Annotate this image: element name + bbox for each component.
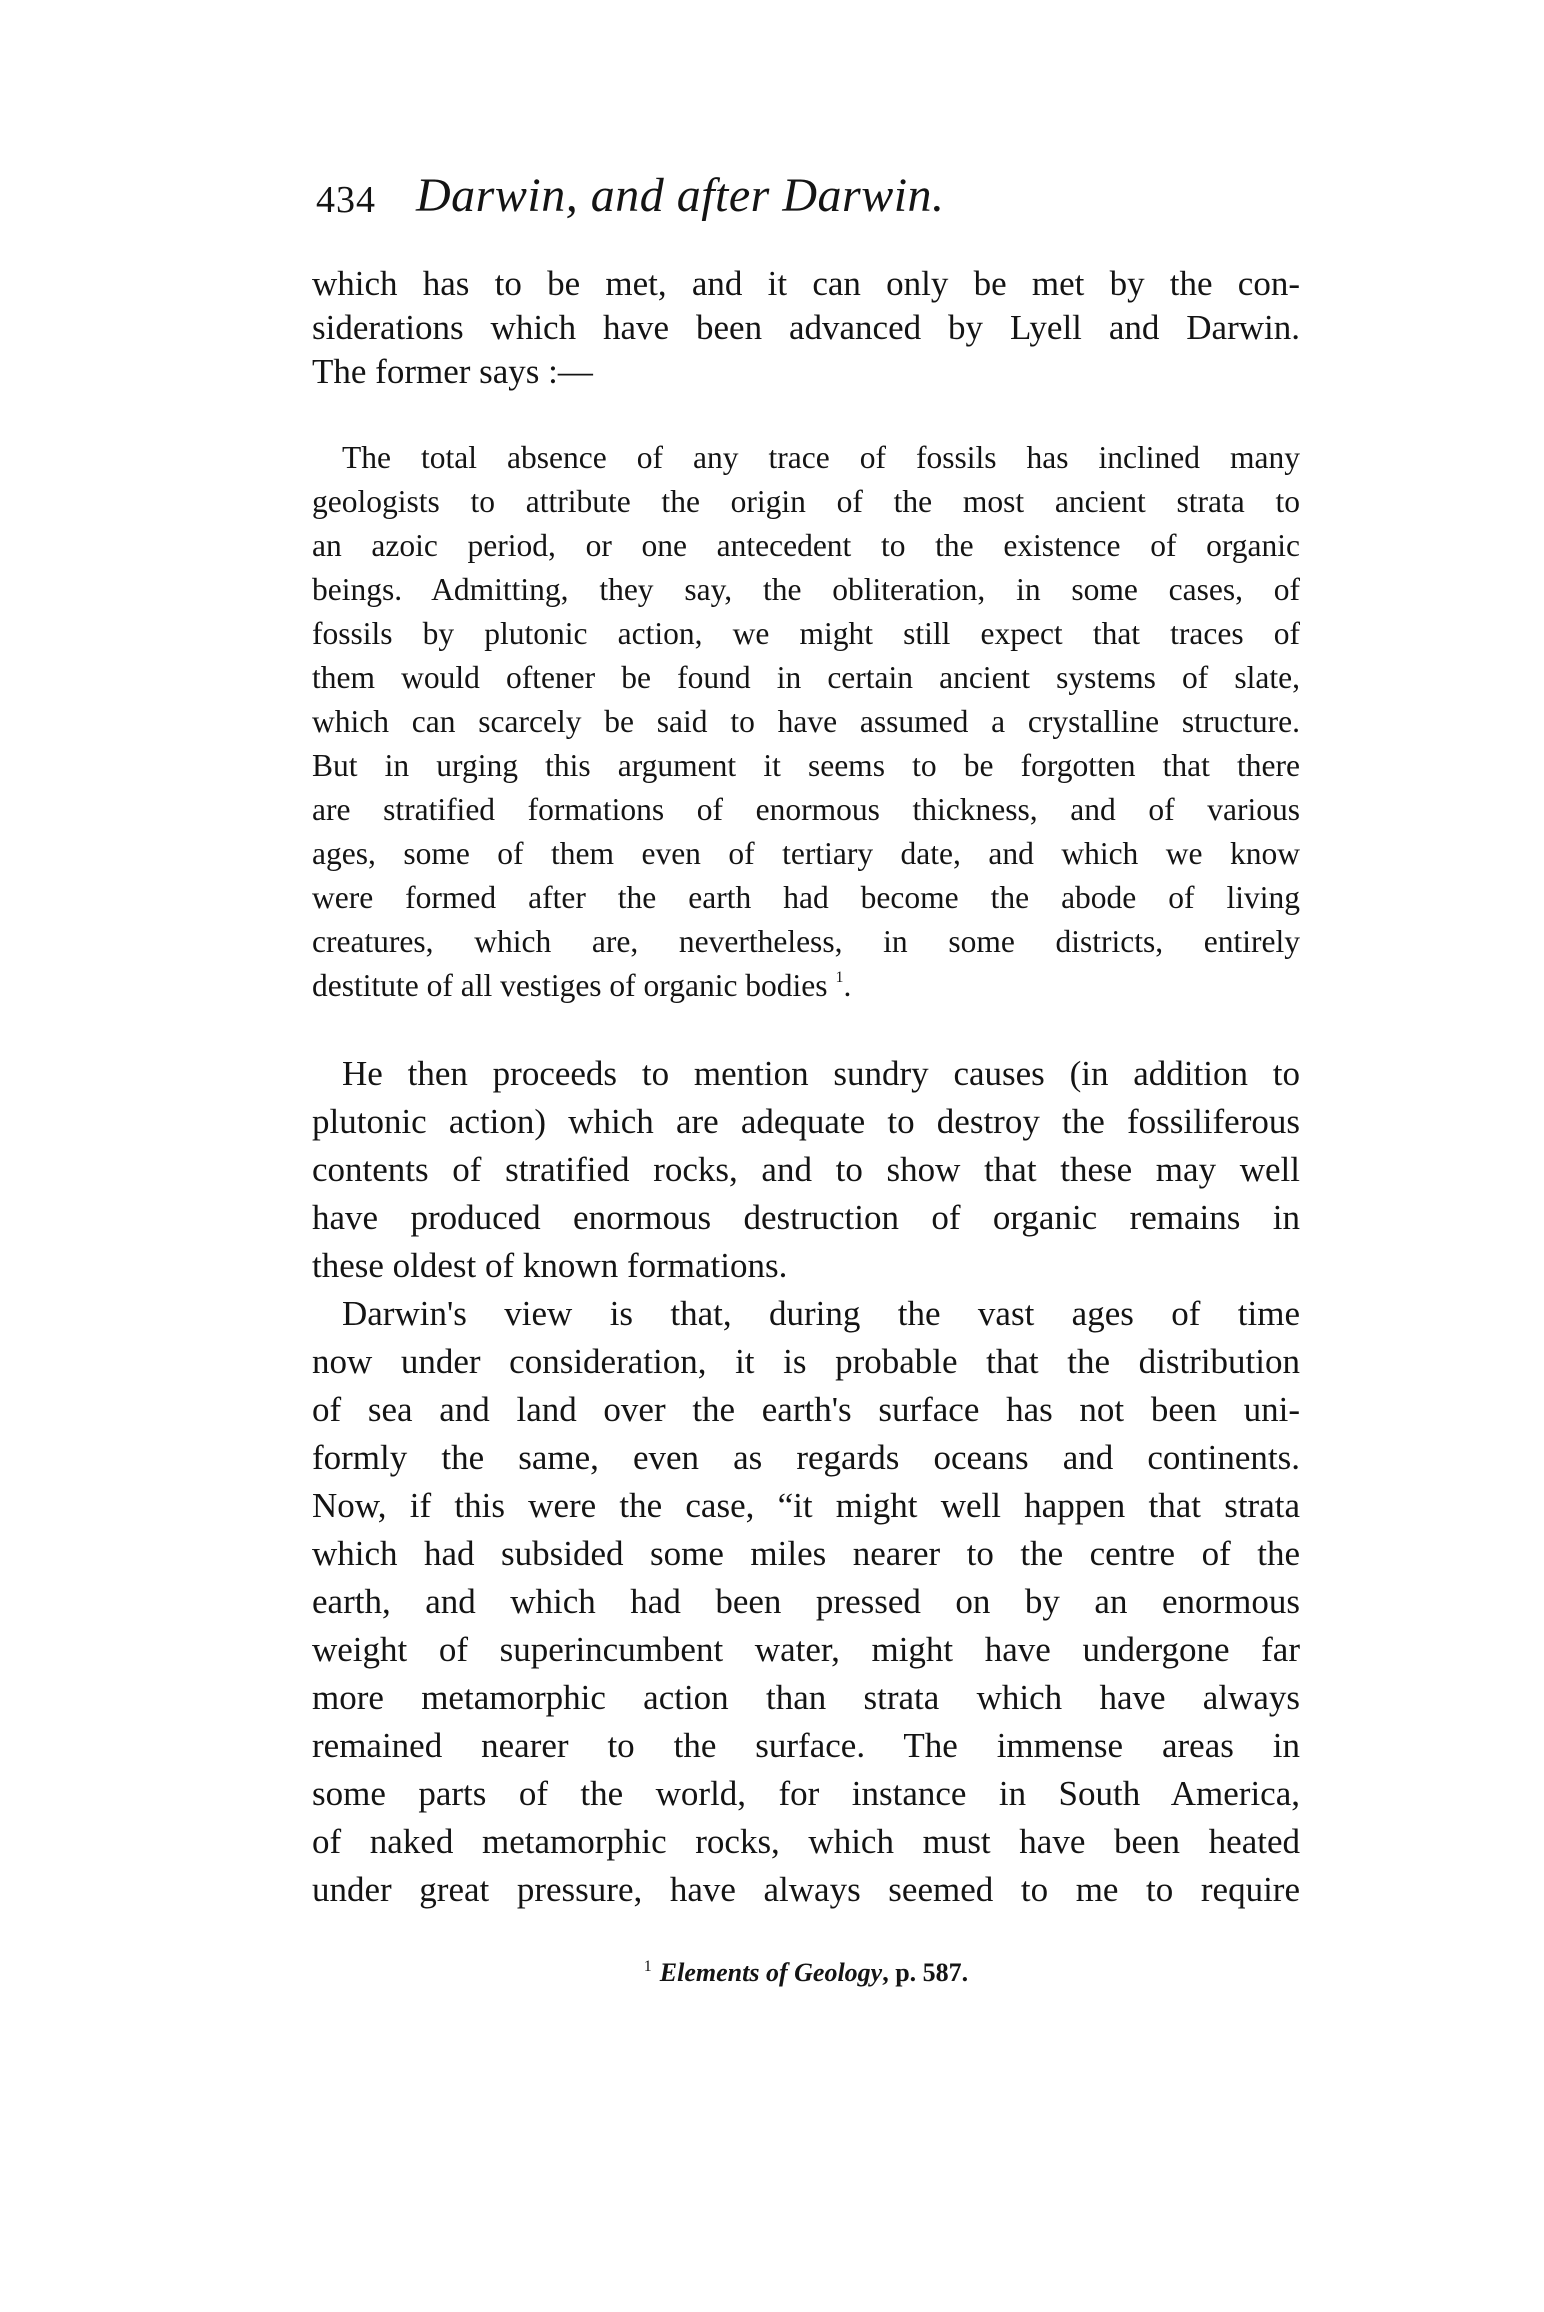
text-line: more metamorphic action than strata which have always	[312, 1678, 1300, 1717]
text-line: which had subsided some miles nearer to the centre of the	[312, 1534, 1300, 1573]
quote-last-text: destitute of all vestiges of organic bodies	[312, 968, 828, 1003]
text-line: now under consideration, it is probable that the distribution	[312, 1342, 1300, 1381]
quote-line: The total absence of any trace of fossils has inclined many	[342, 440, 1300, 475]
text-line: siderations which have been advanced by Lyell and Darwin.	[312, 308, 1300, 347]
text-line: Darwin's view is that, during the vast ages of time	[342, 1294, 1300, 1333]
text-line: remained nearer to the surface. The immense areas in	[312, 1726, 1300, 1765]
text-line: of naked metamorphic rocks, which must have been heated	[312, 1822, 1300, 1861]
text-line: formly the same, even as regards oceans and continents.	[312, 1438, 1300, 1477]
text-line: have produced enormous destruction of organic remains in	[312, 1198, 1300, 1237]
quote-line: beings. Admitting, they say, the obliteration, in some cases, of	[312, 572, 1300, 607]
page-number: 434	[316, 179, 376, 221]
text-line: under great pressure, have always seemed to me to require	[312, 1870, 1300, 1909]
text-line: which has to be met, and it can only be met by the con-	[312, 264, 1300, 303]
text-line: The former says :—	[312, 352, 593, 391]
text-line: weight of superincumbent water, might have undergone far	[312, 1630, 1300, 1669]
text-line: contents of stratified rocks, and to show that these may well	[312, 1150, 1300, 1189]
quote-line: ages, some of them even of tertiary date, and which we know	[312, 836, 1300, 871]
quote-line: are stratified formations of enormous thickness, and of various	[312, 792, 1300, 827]
text-line: He then proceeds to mention sundry causes (in addition to	[342, 1054, 1300, 1093]
text-line: these oldest of known formations.	[312, 1246, 788, 1285]
quote-line: creatures, which are, nevertheless, in some districts, entirely	[312, 924, 1300, 959]
quote-line-final	[312, 966, 1300, 1006]
quote-line: But in urging this argument it seems to be forgotten that there	[312, 748, 1300, 783]
footnote-mark: 1	[643, 1958, 652, 1976]
quote-line: were formed after the earth had become the abode of living	[312, 880, 1300, 915]
quote-line: them would oftener be found in certain ancient systems of slate,	[312, 660, 1300, 695]
running-head	[312, 168, 1300, 238]
quote-line: which can scarcely be said to have assumed a crystalline structure.	[312, 704, 1300, 739]
text-line: earth, and which had been pressed on by an enormous	[312, 1582, 1300, 1621]
footnote-page-ref: , p. 587.	[882, 1958, 969, 1987]
text-line: plutonic action) which are adequate to destroy the fossiliferous	[312, 1102, 1300, 1141]
text-line: of sea and land over the earth's surface has not been uni-	[312, 1390, 1300, 1429]
footnote	[312, 1958, 1300, 1988]
quote-final-punct: .	[843, 968, 852, 1003]
quote-line: fossils by plutonic action, we might still expect that traces of	[312, 616, 1300, 651]
quote-line: geologists to attribute the origin of the most ancient strata to	[312, 484, 1300, 519]
running-title: Darwin, and after Darwin.	[416, 169, 945, 222]
text-line: Now, if this were the case, “it might well happen that strata	[312, 1486, 1300, 1525]
text-line: some parts of the world, for instance in South America,	[312, 1774, 1300, 1813]
footnote-reference[interactable]: 1	[835, 969, 844, 986]
quote-line: an azoic period, or one antecedent to the existence of organic	[312, 528, 1300, 563]
footnote-title: Elements of Geology	[659, 1958, 883, 1987]
